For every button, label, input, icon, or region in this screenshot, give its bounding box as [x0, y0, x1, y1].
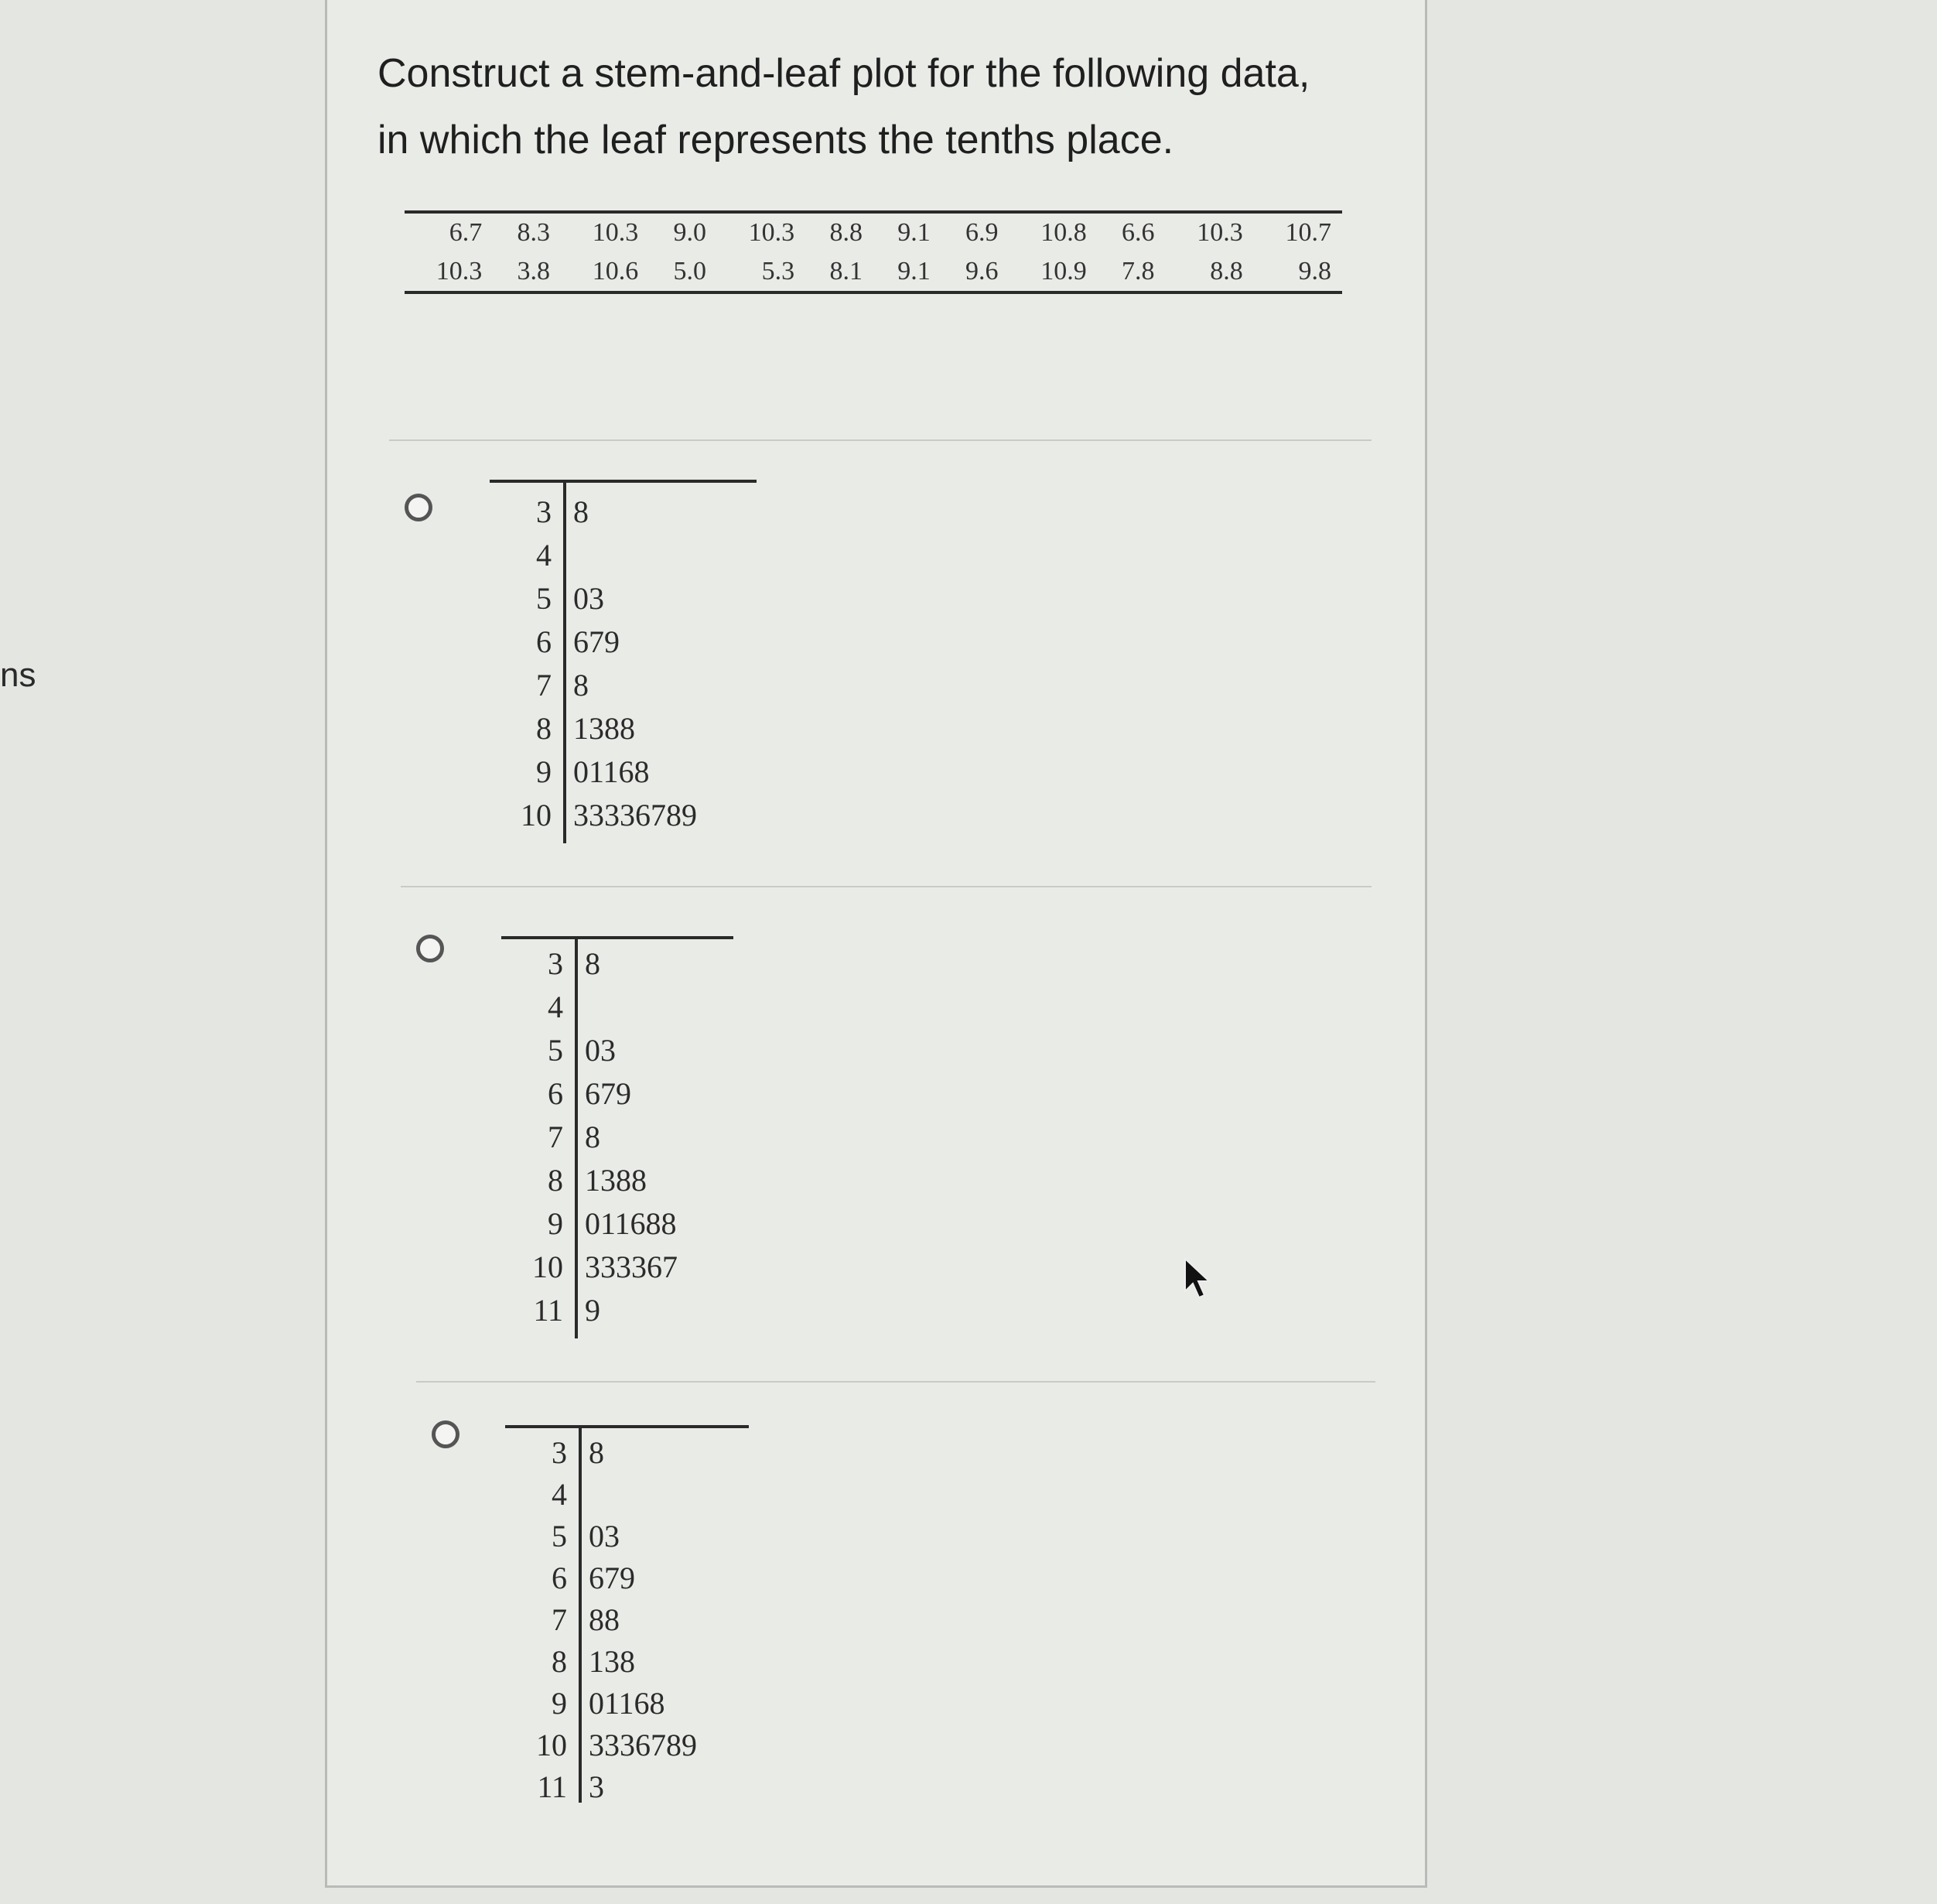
plot-row — [490, 534, 552, 577]
stem: 6 — [536, 624, 552, 659]
plot-row — [501, 986, 563, 1029]
stem: 6 — [552, 1560, 567, 1595]
plot-row — [501, 1202, 677, 1246]
leaf: 01168 — [589, 1686, 665, 1721]
leaf: 8 — [585, 1119, 600, 1154]
plot-row — [505, 1515, 620, 1558]
question-line-2: in which the leaf represents the tenths place. — [377, 118, 1174, 162]
leaf: 03 — [589, 1519, 620, 1554]
divider — [389, 439, 1372, 441]
leaf: 9 — [585, 1293, 600, 1328]
plot-row — [501, 1116, 600, 1159]
plot-top-rule — [505, 1425, 749, 1428]
data-cell: 6.6 — [1122, 218, 1155, 247]
leaf: 138 — [589, 1644, 635, 1679]
plot-row — [490, 664, 589, 707]
plot-divider-rule — [579, 1425, 582, 1803]
leaf: 3 — [589, 1769, 604, 1804]
stem: 6 — [548, 1076, 563, 1111]
data-cell: 5.0 — [673, 257, 706, 285]
leaf: 679 — [589, 1560, 635, 1595]
data-cell: 9.0 — [673, 218, 706, 247]
stem: 10 — [532, 1249, 563, 1284]
leaf: 3336789 — [589, 1728, 697, 1762]
stem: 7 — [536, 668, 552, 702]
question-line-1: Construct a stem-and-leaf plot for the following data, — [377, 51, 1310, 96]
data-cell: 10.3 — [1197, 218, 1243, 247]
stem: 8 — [536, 711, 552, 746]
plot-row — [505, 1473, 567, 1516]
plot-row — [501, 1246, 678, 1289]
data-cell: 10.7 — [1285, 218, 1331, 247]
stem: 10 — [536, 1728, 567, 1762]
plot-row — [501, 942, 600, 986]
stem: 11 — [533, 1293, 563, 1328]
plot-row — [505, 1724, 697, 1767]
leaf: 679 — [573, 624, 620, 659]
stem: 8 — [548, 1163, 563, 1198]
data-cell: 10.3 — [592, 218, 639, 247]
plot-row — [505, 1682, 665, 1725]
leaf: 8 — [573, 668, 589, 702]
stem: 7 — [548, 1119, 563, 1154]
data-table — [405, 210, 1342, 294]
stem: 3 — [552, 1435, 567, 1470]
plot-row — [505, 1557, 635, 1600]
stem: 7 — [552, 1602, 567, 1637]
plot-row — [490, 750, 650, 794]
data-cell: 9.6 — [965, 257, 999, 285]
question-panel — [325, 0, 1427, 1888]
data-cell: 3.8 — [517, 257, 550, 285]
data-cell: 8.8 — [829, 218, 863, 247]
stem: 3 — [536, 494, 552, 529]
leaf: 88 — [589, 1602, 620, 1637]
stem: 3 — [548, 946, 563, 981]
leaf: 1388 — [573, 711, 635, 746]
stem: 4 — [548, 990, 563, 1024]
data-row — [405, 252, 1342, 292]
leaf: 03 — [573, 581, 604, 616]
data-cell: 9.1 — [897, 257, 931, 285]
data-cell: 5.3 — [761, 257, 795, 285]
data-cell: 6.7 — [449, 218, 483, 247]
plot-row — [501, 1029, 616, 1072]
question-text — [377, 40, 1391, 173]
plot-row — [505, 1640, 635, 1684]
plot-row — [501, 1159, 647, 1202]
radio-button-a[interactable] — [405, 494, 432, 521]
data-row — [405, 212, 1342, 252]
radio-button-c[interactable] — [432, 1420, 459, 1448]
data-cell: 10.8 — [1040, 218, 1087, 247]
stem: 8 — [552, 1644, 567, 1679]
stem: 9 — [548, 1206, 563, 1241]
stem: 5 — [548, 1033, 563, 1068]
data-cell: 8.1 — [829, 257, 863, 285]
data-cell: 10.3 — [748, 218, 795, 247]
plot-row — [501, 1072, 631, 1116]
leaf: 01168 — [573, 754, 650, 789]
plot-row — [490, 577, 604, 620]
stem: 9 — [552, 1686, 567, 1721]
leaf: 011688 — [585, 1206, 677, 1241]
data-cell: 7.8 — [1122, 257, 1155, 285]
plot-row — [505, 1431, 604, 1475]
stem: 4 — [552, 1477, 567, 1512]
leaf: 8 — [573, 494, 589, 529]
side-text-fragment: ns — [0, 656, 36, 694]
plot-divider-rule — [563, 480, 566, 843]
plot-row — [490, 794, 697, 837]
leaf: 8 — [589, 1435, 604, 1470]
plot-row — [490, 707, 635, 750]
data-cell: 6.9 — [965, 218, 999, 247]
stem: 5 — [552, 1519, 567, 1554]
radio-button-b[interactable] — [416, 935, 444, 962]
stem: 11 — [537, 1769, 567, 1804]
divider — [416, 1381, 1375, 1383]
plot-top-rule — [501, 936, 733, 939]
leaf: 1388 — [585, 1163, 647, 1198]
stem: 9 — [536, 754, 552, 789]
plot-row — [501, 1289, 600, 1332]
plot-row — [490, 491, 589, 534]
plot-top-rule — [490, 480, 757, 483]
mouse-pointer-icon-svg — [1184, 1257, 1214, 1304]
data-cell: 9.8 — [1298, 257, 1331, 285]
data-cell: 10.9 — [1040, 257, 1087, 285]
stem: 4 — [536, 538, 552, 573]
leaf: 333367 — [585, 1249, 678, 1284]
data-cell: 8.3 — [517, 218, 550, 247]
plot-divider-rule — [575, 936, 578, 1338]
leaf: 33336789 — [573, 798, 697, 832]
leaf: 8 — [585, 946, 600, 981]
plot-row — [490, 620, 620, 664]
plot-row — [505, 1766, 604, 1809]
stem: 10 — [521, 798, 552, 832]
data-cell: 10.6 — [592, 257, 639, 285]
data-cell: 9.1 — [897, 218, 931, 247]
leaf: 679 — [585, 1076, 631, 1111]
plot-row — [505, 1598, 620, 1642]
leaf: 03 — [585, 1033, 616, 1068]
data-cell: 8.8 — [1210, 257, 1243, 285]
data-cell: 10.3 — [436, 257, 483, 285]
stem: 5 — [536, 581, 552, 616]
divider — [401, 886, 1372, 887]
